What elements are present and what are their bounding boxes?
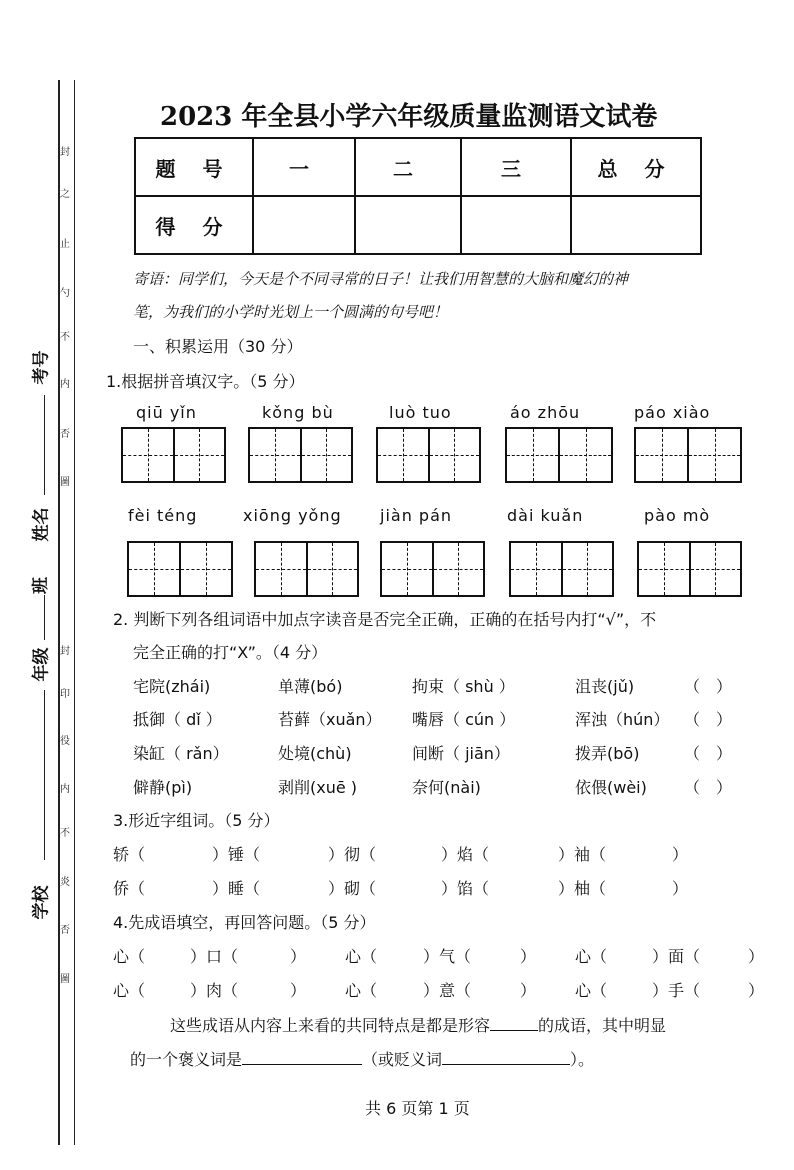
pinyin-label: luò tuo bbox=[389, 403, 452, 422]
seal-char: 否 bbox=[60, 925, 70, 936]
question-4-paragraph-1 bbox=[170, 1013, 666, 1036]
idiom-item: ）意（ bbox=[423, 981, 472, 1000]
pronunciation-item: 宅院(zhái) bbox=[133, 677, 211, 696]
idiom-item: ） bbox=[290, 947, 307, 966]
paragraph-text: （或贬义词 bbox=[362, 1050, 443, 1069]
word-group-item: ）锤（ bbox=[212, 845, 261, 864]
word-group-item: ）焰（ bbox=[441, 845, 490, 864]
question-4-paragraph-2 bbox=[130, 1047, 594, 1070]
answer-bracket[interactable]: （ ） bbox=[684, 677, 733, 696]
tianzige-box[interactable] bbox=[634, 427, 742, 483]
word-group-item: ）睡（ bbox=[212, 879, 261, 898]
seal-char: 圖 bbox=[60, 477, 70, 488]
idiom-item: 心（ bbox=[575, 947, 608, 966]
idiom-item: 心（ bbox=[113, 981, 146, 1000]
seal-char: 止 bbox=[60, 239, 70, 250]
idiom-item: ） bbox=[290, 981, 307, 1000]
score-cell[interactable] bbox=[571, 196, 701, 254]
question-2-line-2: 完全正确的打“X”。（4 分） bbox=[133, 643, 328, 662]
pinyin-label: áo zhōu bbox=[510, 403, 581, 422]
pronunciation-item: 奈何(nài) bbox=[412, 778, 481, 797]
answer-blank[interactable] bbox=[242, 1048, 362, 1065]
idiom-item: ）气（ bbox=[423, 947, 472, 966]
grade-label: 年级 bbox=[31, 647, 52, 682]
pronunciation-item: 苔藓（xuǎn） bbox=[278, 710, 382, 729]
score-table-col-3: 三 bbox=[461, 138, 571, 196]
seal-char: 封 bbox=[60, 646, 70, 657]
tianzige-box[interactable] bbox=[121, 427, 226, 483]
answer-bracket[interactable]: （ ） bbox=[684, 778, 733, 797]
idiom-item: ）口（ bbox=[190, 947, 239, 966]
tianzige-box[interactable] bbox=[509, 541, 614, 597]
idiom-item: ） bbox=[748, 981, 765, 1000]
pinyin-label: xiōng yǒng bbox=[243, 506, 342, 525]
answer-bracket[interactable]: （ ） bbox=[684, 744, 733, 763]
seal-char: 内 bbox=[60, 784, 70, 795]
tianzige-box[interactable] bbox=[380, 541, 485, 597]
score-cell[interactable] bbox=[461, 196, 571, 254]
pinyin-label: fèi téng bbox=[128, 506, 198, 525]
question-2-line-1: 2. 判断下列各组词语中加点字读音是否完全正确，正确的在括号内打“√”，不 bbox=[113, 610, 657, 629]
exam-number-label: 考号 bbox=[31, 350, 52, 385]
score-table bbox=[134, 137, 702, 255]
idiom-item: ）肉（ bbox=[190, 981, 239, 1000]
pronunciation-item: 处境(chù) bbox=[278, 744, 352, 763]
seal-char: 封 bbox=[60, 147, 70, 158]
seal-char: 勺 bbox=[60, 288, 70, 299]
pronunciation-item: 抵御（ dǐ ） bbox=[133, 710, 222, 729]
score-table-header-label: 题 号 bbox=[135, 138, 253, 196]
answer-blank[interactable] bbox=[442, 1048, 570, 1065]
score-table-col-2: 二 bbox=[355, 138, 461, 196]
pinyin-label: kǒng bù bbox=[262, 403, 334, 422]
page-footer: 共 6 页第 1 页 bbox=[365, 1099, 470, 1118]
idiom-item: ） bbox=[520, 947, 537, 966]
class-blank bbox=[44, 595, 45, 640]
paragraph-text: 的一个褒义词是 bbox=[130, 1050, 243, 1069]
idiom-item: ）手（ bbox=[652, 981, 701, 1000]
score-cell[interactable] bbox=[355, 196, 461, 254]
word-group-item: ） bbox=[672, 879, 689, 898]
question-4-title: 4.先成语填空，再回答问题。（5 分） bbox=[113, 913, 376, 932]
seal-char: 印 bbox=[60, 689, 70, 700]
paragraph-text: 这些成语从内容上来看的共同特点是都是形容 bbox=[170, 1016, 491, 1035]
paragraph-text: 的成语，其中明显 bbox=[538, 1016, 667, 1035]
seal-char: 内 bbox=[60, 379, 70, 390]
pinyin-label: páo xiào bbox=[634, 403, 711, 422]
idiom-item: 心（ bbox=[575, 981, 608, 1000]
seal-char: 之 bbox=[60, 189, 70, 200]
word-group-item: 侨（ bbox=[113, 879, 146, 898]
pronunciation-item: 依偎(wèi) bbox=[575, 778, 647, 797]
pronunciation-item: 僻静(pì) bbox=[133, 778, 193, 797]
idiom-item: ） bbox=[748, 947, 765, 966]
question-3-title: 3.形近字组词。（5 分） bbox=[113, 811, 280, 830]
word-group-item: ） bbox=[672, 845, 689, 864]
pronunciation-item: 染缸（ rǎn） bbox=[133, 744, 229, 763]
class-label: 班 bbox=[31, 577, 51, 594]
score-table-col-1: 一 bbox=[253, 138, 355, 196]
question-1-title: 1.根据拼音填汉字。（5 分） bbox=[106, 372, 305, 391]
page-title: 2023 年全县小学六年级质量监测语文试卷 bbox=[160, 102, 658, 132]
pinyin-label: pào mò bbox=[644, 506, 711, 525]
pinyin-label: qiū yǐn bbox=[136, 403, 197, 422]
pronunciation-item: 拨弄(bō) bbox=[575, 744, 640, 763]
idiom-item: ） bbox=[520, 981, 537, 1000]
pronunciation-item: 拘束（ shù ） bbox=[412, 677, 515, 696]
word-group-item: ）柚（ bbox=[558, 879, 607, 898]
tianzige-box[interactable] bbox=[248, 427, 353, 483]
section-heading: 一、积累运用（30 分） bbox=[133, 337, 303, 356]
seal-char: 圖 bbox=[60, 974, 70, 985]
seal-char: 否 bbox=[60, 429, 70, 440]
idiom-item: 心（ bbox=[113, 947, 146, 966]
idiom-item: 心（ bbox=[345, 981, 378, 1000]
pronunciation-item: 浑浊（hún） bbox=[575, 710, 670, 729]
binding-line-inner bbox=[74, 80, 75, 1145]
answer-blank[interactable] bbox=[490, 1014, 538, 1031]
pinyin-label: jiàn pán bbox=[380, 506, 453, 525]
exam-number-blank bbox=[44, 395, 45, 495]
grade-blank bbox=[44, 690, 45, 860]
idiom-item: ）面（ bbox=[652, 947, 701, 966]
word-group-item: ）馅（ bbox=[441, 879, 490, 898]
score-table-col-total: 总 分 bbox=[571, 138, 701, 196]
pronunciation-item: 单薄(bó) bbox=[278, 677, 343, 696]
idiom-item: 心（ bbox=[345, 947, 378, 966]
pronunciation-item: 剥削(xuē ) bbox=[278, 778, 358, 797]
word-group-item: ）袖（ bbox=[558, 845, 607, 864]
paragraph-text: ）。 bbox=[570, 1050, 595, 1069]
pronunciation-item: 沮丧(jǔ) bbox=[575, 677, 635, 696]
pinyin-label: dài kuǎn bbox=[507, 506, 584, 525]
seal-char: 炎 bbox=[60, 877, 70, 888]
tianzige-box[interactable] bbox=[376, 427, 481, 483]
school-label: 学校 bbox=[31, 885, 52, 920]
tianzige-box[interactable] bbox=[254, 541, 359, 597]
pronunciation-item: 嘴唇（ cún ） bbox=[412, 710, 516, 729]
seal-char: 役 bbox=[60, 736, 70, 747]
word-group-item: 轿（ bbox=[113, 845, 146, 864]
seal-char: 不 bbox=[60, 828, 70, 839]
intro-line-2: 笔，为我们的小学时光划上一个圆满的句号吧！ bbox=[133, 303, 449, 321]
seal-char: 不 bbox=[60, 332, 70, 343]
tianzige-box[interactable] bbox=[637, 541, 742, 597]
tianzige-box[interactable] bbox=[127, 541, 233, 597]
answer-bracket[interactable]: （ ） bbox=[684, 710, 733, 729]
word-group-item: ）彻（ bbox=[328, 845, 377, 864]
name-label: 姓名 bbox=[31, 507, 52, 542]
word-group-item: ）砌（ bbox=[328, 879, 377, 898]
score-cell[interactable] bbox=[253, 196, 355, 254]
intro-line-1: 寄语：同学们，今天是个不同寻常的日子！让我们用智慧的大脑和魔幻的神 bbox=[133, 270, 629, 288]
score-row-label: 得 分 bbox=[135, 196, 253, 254]
pronunciation-item: 间断（ jiān） bbox=[412, 744, 510, 763]
tianzige-box[interactable] bbox=[505, 427, 613, 483]
